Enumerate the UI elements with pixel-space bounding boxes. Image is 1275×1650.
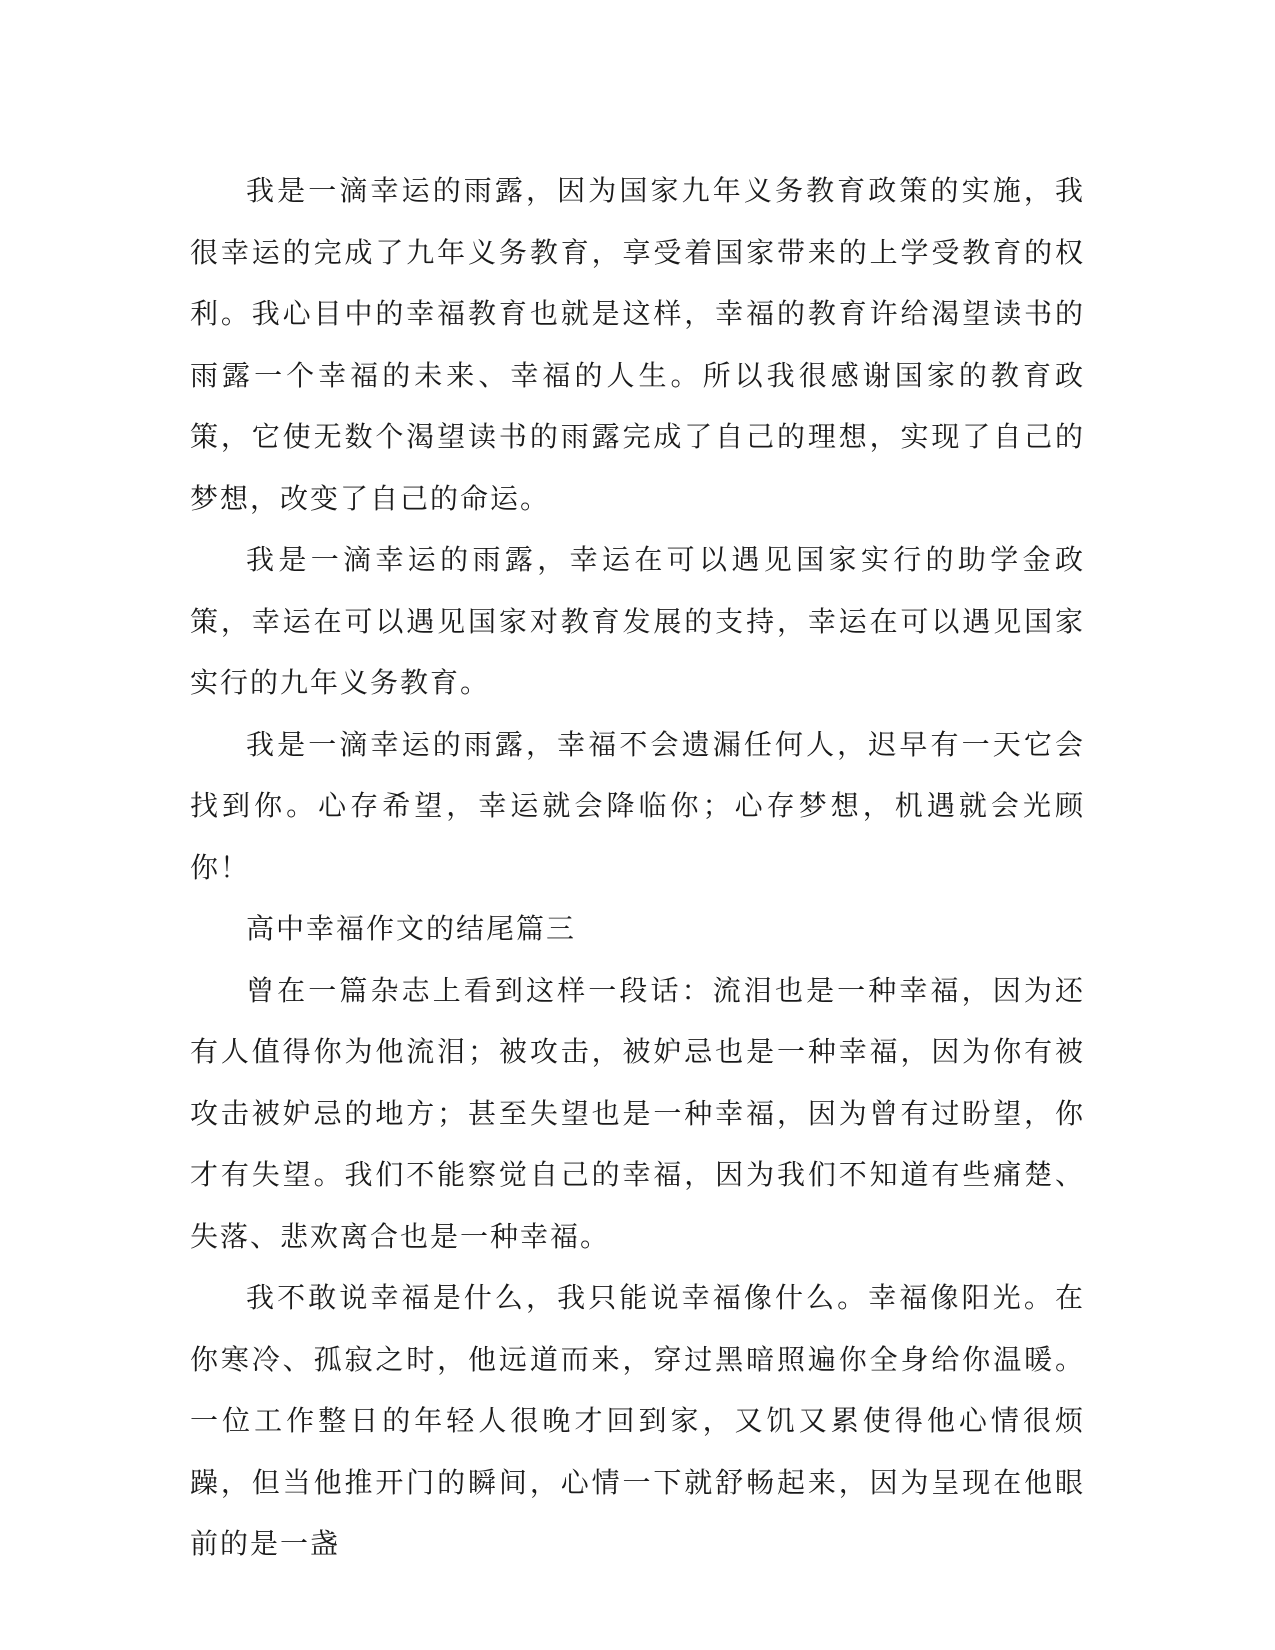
paragraph-2: 我是一滴幸运的雨露，幸运在可以遇见国家实行的助学金政策，幸运在可以遇见国家对教育发展的支持，幸运在可以遇见国家实行的九年义务教育。 [190,543,1085,699]
paragraph-4: 曾在一篇杂志上看到这样一段话：流泪也是一种幸福，因为还有人值得你为他流泪；被攻击，被妒忌也是一种幸福，因为你有被攻击被妒忌的地方；甚至失望也是一种幸福，因为曾有过盼望，你才有失望。我们不能察觉自己的幸福，因为我们不知道有些痛楚、失落、悲欢离合也是一种幸福。 [190,973,1085,1253]
paragraph-3: 我是一滴幸运的雨露，幸福不会遗漏任何人，迟早有一天它会找到你。心存希望，幸运就会降临你；心存梦想，机遇就会光顾你！ [190,727,1085,884]
section-heading: 高中幸福作文的结尾篇三 [246,912,577,945]
document-body [190,160,1085,1575]
paragraph-5: 我不敢说幸福是什么，我只能说幸福像什么。幸福像阳光。在你寒冷、孤寂之时，他远道而来，穿过黑暗照遍你全身给你温暖。一位工作整日的年轻人很晚才回到家，又饥又累使得他心情很烦躁，但当他推开门的瞬间，心情一下就舒畅起来，因为呈现在他眼前的是一盏 [190,1281,1085,1560]
paragraph-1: 我是一滴幸运的雨露，因为国家九年义务教育政策的实施，我很幸运的完成了九年义务教育，享受着国家带来的上学受教育的权利。我心目中的幸福教育也就是这样，幸福的教育许给渴望读书的雨露一个幸福的未来、幸福的人生。所以我很感谢国家的教育政策，它使无数个渴望读书的雨露完成了自己的理想，实现了自己的梦想，改变了自己的命运。 [190,174,1085,515]
